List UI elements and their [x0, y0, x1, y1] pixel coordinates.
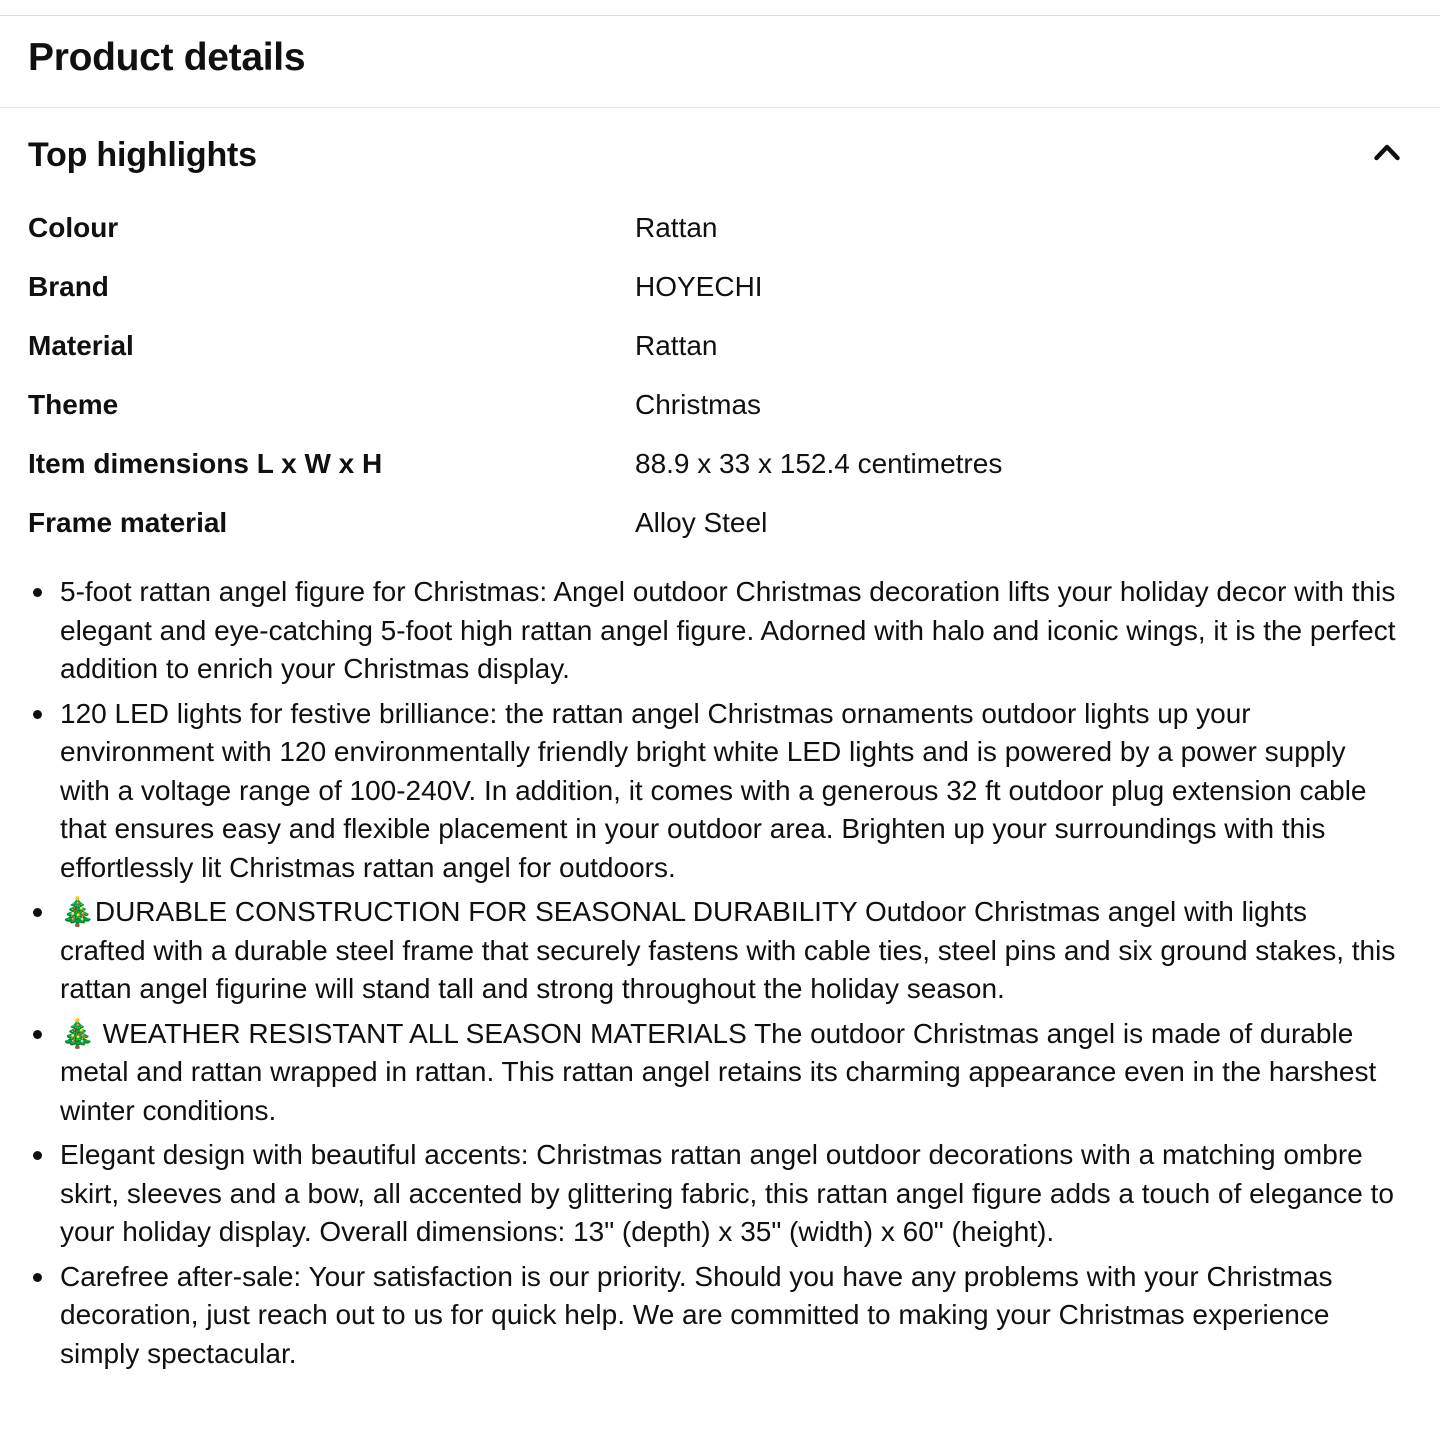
table-row [28, 214, 1400, 242]
bullet-item: 🎄 WEATHER RESISTANT ALL SEASON MATERIALS The outdoor Christmas angel is made of durable metal and rattan wrapped in rattan. This rattan angel retains its charming appearance even in the harshest winter conditions. [28, 1015, 1400, 1131]
table-row [28, 273, 1400, 301]
top-divider [0, 15, 1440, 16]
attribute-label: Colour [28, 212, 119, 243]
bullet-item: Elegant design with beautiful accents: Christmas rattan angel outdoor decorations with a matching ombre skirt, sleeves and a bow, all accented by glittering fabric, this rattan angel figure adds a touch of elegance to your holiday display. Overall dimensions: 13" (depth) x 35" (width) x 60" (height). [28, 1136, 1400, 1252]
bullet-item: 🎄DURABLE CONSTRUCTION FOR SEASONAL DURABILITY Outdoor Christmas angel with lights crafted with a durable steel frame that securely fastens with cable ties, steel pins and six ground stakes, this rattan angel figurine will stand tall and strong throughout the holiday season. [28, 893, 1400, 1009]
attribute-label: Material [28, 330, 134, 361]
attribute-label: Item dimensions L x W x H [28, 448, 383, 479]
attribute-value: Rattan [635, 212, 718, 243]
attribute-value: Christmas [635, 389, 762, 420]
attribute-label: Frame material [28, 507, 228, 538]
bullet-item: 5-foot rattan angel figure for Christmas: Angel outdoor Christmas decoration lifts your holiday decor with this elegant and eye-catching 5-foot high rattan angel figure. Adorned with halo and iconic wings, it is the perfect addition to enrich your Christmas display. [28, 573, 1400, 689]
bullet-item: Carefree after-sale: Your satisfaction is our priority. Should you have any problems with your Christmas decoration, just reach out to us for quick help. We are committed to making your Christmas experience simply spectacular. [28, 1258, 1400, 1374]
top-highlights-header [0, 138, 1440, 172]
attributes-table [28, 214, 1400, 537]
collapse-section-button[interactable] [1360, 132, 1400, 172]
table-row [28, 332, 1400, 360]
table-row [28, 391, 1400, 419]
section-title: Top highlights [28, 136, 257, 174]
attribute-label: Theme [28, 389, 119, 420]
bullet-item: 120 LED lights for festive brilliance: the rattan angel Christmas ornaments outdoor lights up your environment with 120 environmentally friendly bright white LED lights and is powered by a power supply with a voltage range of 100-240V. In addition, it comes with a generous 32 ft outdoor plug extension cable that ensures easy and flexible placement in your outdoor area. Brighten up your surroundings with this effortlessly lit Christmas rattan angel for outdoors. [28, 695, 1400, 888]
attribute-value: Rattan [635, 330, 718, 361]
attribute-label: Brand [28, 271, 109, 302]
table-row [28, 450, 1400, 478]
attribute-value: 88.9 x 33 x 152.4 centimetres [635, 448, 1003, 479]
table-row [28, 509, 1400, 537]
attribute-value: Alloy Steel [635, 507, 768, 538]
page-title: Product details [28, 36, 306, 79]
attribute-value: HOYECHI [635, 271, 763, 302]
chevron-up-icon [1374, 143, 1400, 161]
feature-bullet-list [28, 573, 1400, 1373]
section-divider [0, 107, 1440, 108]
